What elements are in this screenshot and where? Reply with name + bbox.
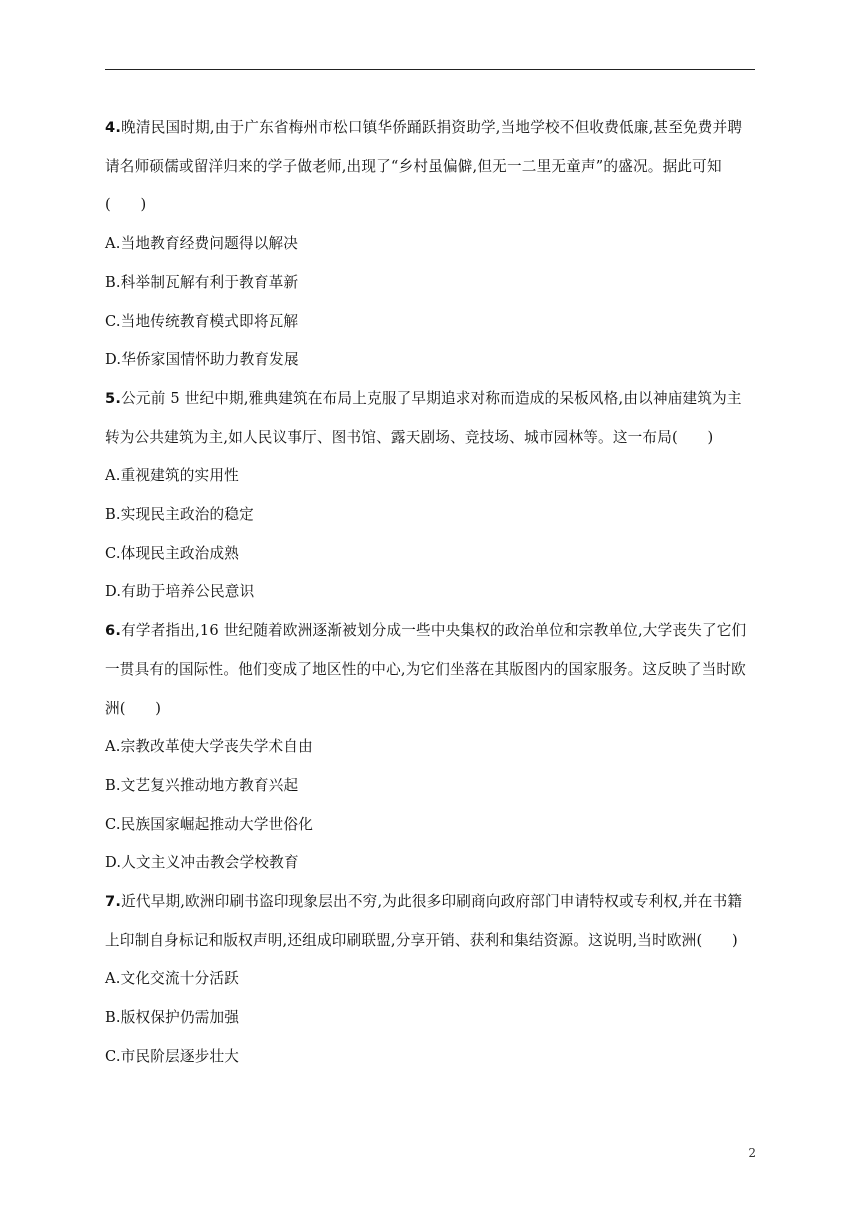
option-d: D.人文主义冲击教会学校教育 — [105, 854, 299, 872]
option-a: A.重视建筑的实用性 — [105, 467, 239, 485]
question-number: 7. — [105, 893, 122, 911]
page-number: 2 — [748, 1146, 756, 1160]
option-b: B.版权保护仍需加强 — [105, 1009, 240, 1027]
option-d: D.华侨家国情怀助力教育发展 — [105, 351, 299, 369]
question-text: 晚清民国时期,由于广东省梅州市松口镇华侨踊跃捐资助学,当地学校不但收费低廉,甚至免费并聘请名师硕儒或留洋归来的学子做老师,出现了“乡村虽偏僻,但无一二里无童声”的盛况。据此可知( ) — [105, 119, 743, 214]
question-stem — [105, 380, 755, 457]
question-text: 近代早期,欧洲印刷书盗印现象层出不穷,为此很多印刷商向政府部门申请特权或专利权,并在书籍上印制自身标记和版权声明,还组成印刷联盟,分享开销、获利和集结资源。这说明,当时欧洲( ) — [105, 893, 743, 949]
option-a: A.文化交流十分活跃 — [105, 970, 239, 988]
question-6 — [105, 612, 755, 883]
option-a: A.宗教改革使大学丧失学术自由 — [105, 738, 313, 756]
question-text: 有学者指出,16 世纪随着欧洲逐渐被划分成一些中央集权的政治单位和宗教单位,大学丧失了它们一贯具有的国际性。他们变成了地区性的中心,为它们坐落在其版图内的国家服务。这反映了当时欧洲( ) — [105, 622, 747, 717]
option-c: C.当地传统教育模式即将瓦解 — [105, 312, 299, 330]
option-b: B.实现民主政治的稳定 — [105, 506, 254, 524]
question-5 — [105, 380, 755, 612]
question-list — [105, 109, 755, 1077]
option-b: B.科举制瓦解有利于教育革新 — [105, 273, 299, 291]
question-7 — [105, 883, 755, 1077]
question-stem — [105, 109, 755, 225]
option-c: C.市民阶层逐步壮大 — [105, 1047, 240, 1065]
question-number: 5. — [105, 389, 122, 407]
option-a: A.当地教育经费问题得以解决 — [105, 235, 299, 253]
option-d: D.有助于培养公民意识 — [105, 583, 255, 601]
option-c: C.体现民主政治成熟 — [105, 544, 240, 562]
question-4 — [105, 109, 755, 380]
question-stem — [105, 883, 755, 960]
option-c: C.民族国家崛起推动大学世俗化 — [105, 815, 314, 833]
option-b: B.文艺复兴推动地方教育兴起 — [105, 776, 299, 794]
question-stem — [105, 612, 755, 728]
question-number: 6. — [105, 622, 122, 640]
question-number: 4. — [105, 119, 122, 136]
header-rule — [105, 69, 755, 70]
question-text: 公元前 5 世纪中期,雅典建筑在布局上克服了早期追求对称而造成的呆板风格,由以神庙建筑为主转为公共建筑为主,如人民议事厅、图书馆、露天剧场、竞技场、城市园林等。这一布局( ) — [105, 389, 742, 446]
